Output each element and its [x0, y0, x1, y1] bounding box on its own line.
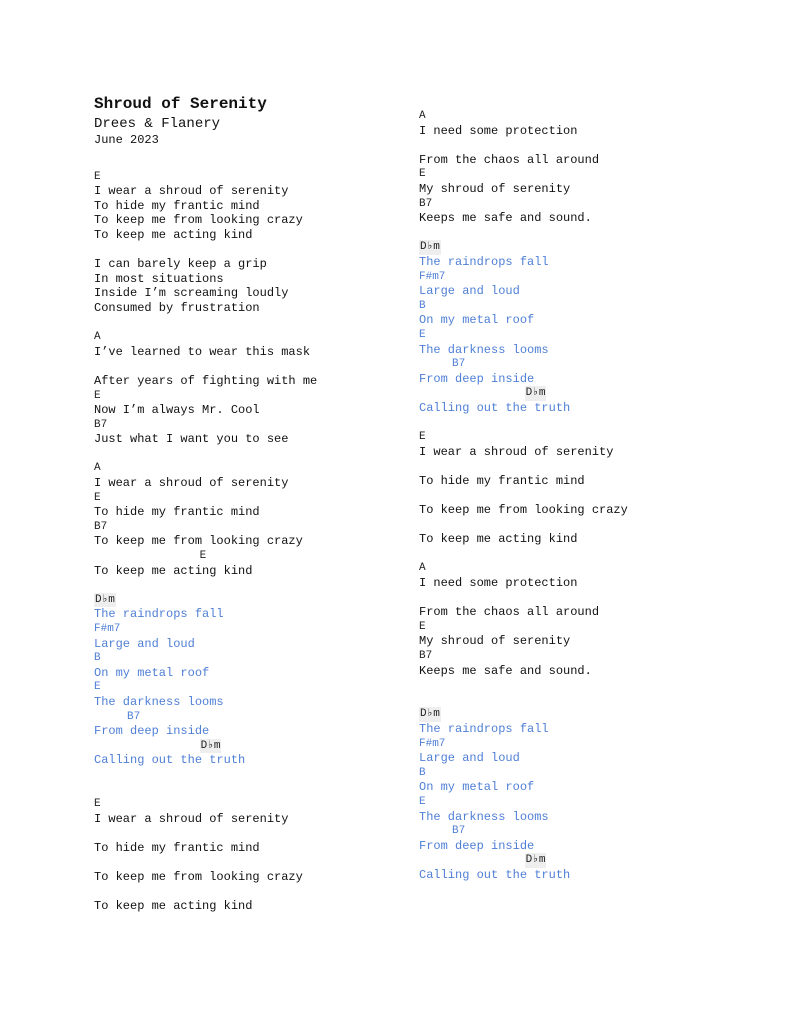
chord: F#m7 [419, 270, 446, 283]
chord: F#m7 [419, 737, 446, 750]
chord: E [94, 798, 101, 811]
lyric-line: I can barely keep a grip [94, 257, 267, 272]
chord: E [94, 681, 101, 694]
lyric-line: To keep me acting kind [94, 899, 253, 914]
lyric-line: To keep me acting kind [94, 227, 253, 242]
lyric-line: My shroud of serenity [419, 634, 571, 649]
chorus-line: The darkness looms [419, 809, 549, 824]
chord [94, 593, 394, 608]
chord: E [94, 491, 101, 504]
chorus-line: On my metal roof [94, 665, 210, 680]
chord: E [94, 550, 207, 563]
chorus-line: The raindrops fall [94, 607, 224, 622]
chord: B [94, 652, 101, 665]
chord: B7 [419, 649, 433, 662]
chorus-line: Large and loud [419, 751, 520, 766]
chord: B7 [94, 418, 108, 431]
right-column [419, 109, 759, 882]
chord: B [419, 766, 426, 779]
lyric-line: My shroud of serenity [419, 181, 571, 196]
lyric-line: I wear a shroud of serenity [419, 444, 614, 459]
song-title: Shroud of Serenity [94, 95, 267, 113]
chord-indent [419, 387, 525, 399]
chord [419, 853, 759, 868]
lyric-line: I need some protection [419, 576, 578, 590]
chord: A [94, 462, 101, 475]
chord: E [94, 389, 101, 402]
chorus-line: On my metal roof [419, 313, 535, 328]
chord [419, 240, 759, 255]
left-column [94, 94, 394, 914]
chord [419, 707, 759, 722]
lyric-line: From the chaos all around [419, 152, 600, 167]
chorus-line: Large and loud [419, 284, 520, 299]
chord: B7 [94, 520, 108, 533]
chord: E [94, 170, 101, 183]
lyric-line: I wear a shroud of serenity [94, 184, 289, 199]
chord: B7 [419, 358, 466, 371]
lyric-line: To hide my frantic mind [94, 840, 260, 855]
chorus-line: From deep inside [419, 371, 535, 386]
chord [94, 739, 394, 754]
chord: A [94, 331, 101, 344]
lyric-line: Now I’m always Mr. Cool [94, 403, 260, 418]
lyric-line: To keep me from looking crazy [94, 213, 303, 228]
chorus-line: Calling out the truth [419, 867, 571, 882]
chorus-line: The darkness looms [94, 694, 224, 709]
song-authors: Drees & Flanery [94, 116, 221, 132]
lyric-line: To keep me acting kind [94, 563, 253, 578]
chorus-line: The darkness looms [419, 342, 549, 357]
chord: B [419, 299, 426, 312]
chord: B7 [419, 825, 466, 838]
chorus-line: The raindrops fall [419, 254, 549, 269]
lyric-line: To hide my frantic mind [419, 473, 585, 488]
chord-flat-label: D♭m [420, 241, 440, 254]
lyric-line: To keep me from looking crazy [419, 503, 628, 518]
lyric-line: Consumed by frustration [94, 300, 260, 315]
lyric-line: To keep me from looking crazy [94, 870, 303, 885]
chord-flat-label: D♭m [420, 708, 440, 721]
lyric-line: From the chaos all around [419, 605, 600, 620]
chord: E [419, 795, 426, 808]
chorus-line: From deep inside [419, 838, 535, 853]
lyric-line: I wear a shroud of serenity [94, 811, 289, 826]
chord [419, 386, 759, 401]
chord: B7 [419, 197, 433, 210]
chord-indent [419, 854, 525, 866]
chorus-line: Large and loud [94, 636, 195, 651]
lyric-line: Inside I’m screaming loudly [94, 286, 289, 301]
chord-flat-label: D♭m [525, 387, 546, 400]
chorus-line: From deep inside [94, 724, 210, 739]
chord: E [419, 431, 426, 444]
lyric-line: I need some protection [419, 123, 578, 138]
chord-flat-label: D♭m [95, 593, 115, 606]
chord: E [419, 328, 426, 341]
lyric-line: Just what I want you to see [94, 432, 289, 447]
lyric-line: After years of fighting with me [94, 373, 318, 388]
chord: E [419, 620, 426, 633]
lyric-line: In most situations [94, 271, 224, 286]
chord: F#m7 [94, 623, 121, 635]
chord: E [419, 168, 426, 181]
chord: B7 [94, 710, 141, 723]
song-date: June 2023 [94, 133, 159, 147]
chorus-line: Calling out the truth [419, 400, 571, 415]
chord-flat-label: D♭m [525, 854, 546, 867]
lyric-line: To keep me from looking crazy [94, 534, 303, 549]
chord-indent [94, 740, 200, 752]
chord-flat-label: D♭m [200, 739, 221, 752]
lyric-line: To keep me acting kind [419, 532, 578, 547]
chord: A [419, 562, 426, 575]
lyric-line: To hide my frantic mind [94, 198, 260, 213]
lyric-line: Keeps me safe and sound. [419, 663, 592, 678]
lyric-line: Keeps me safe and sound. [419, 211, 592, 226]
chord: A [419, 110, 426, 122]
chorus-line: Calling out the truth [94, 753, 246, 768]
lyric-line: I wear a shroud of serenity [94, 476, 289, 491]
chorus-line: The raindrops fall [419, 721, 549, 736]
chorus-line: On my metal roof [419, 780, 535, 795]
lyric-line: I’ve learned to wear this mask [94, 344, 311, 359]
lyric-line: To hide my frantic mind [94, 505, 260, 520]
